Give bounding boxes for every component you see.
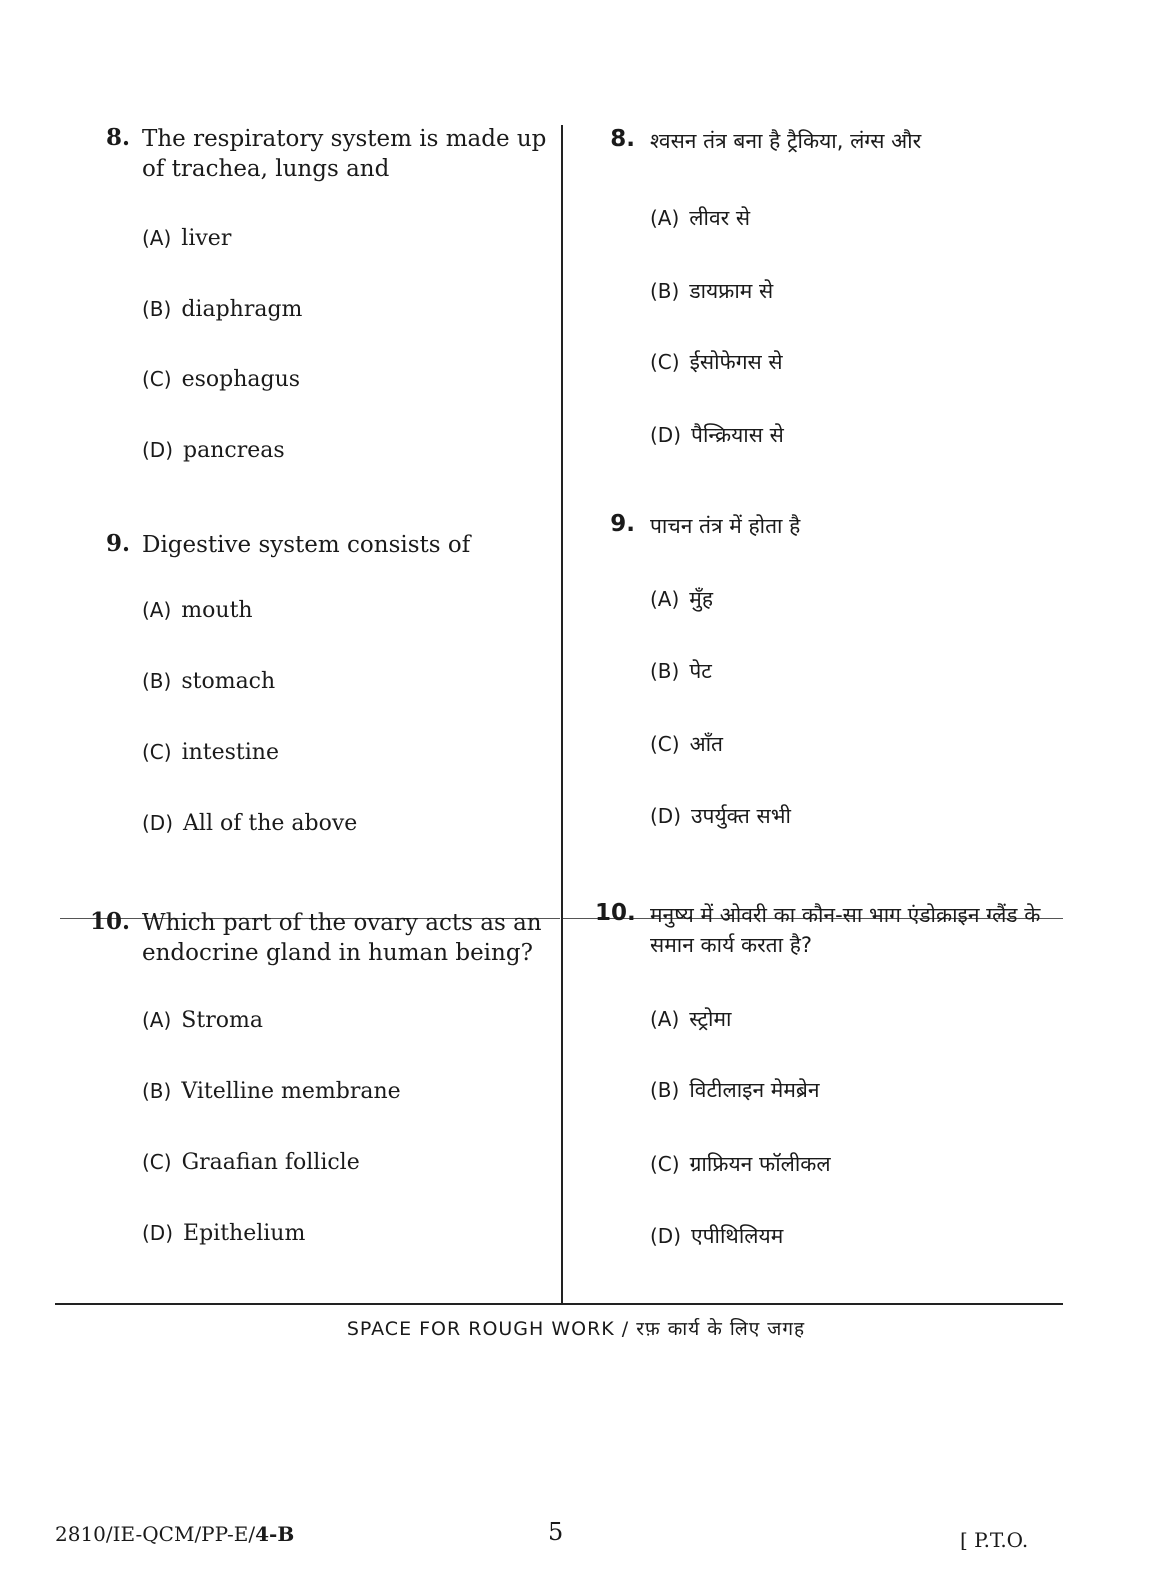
option-c bbox=[142, 1150, 360, 1175]
option-text: पेट bbox=[689, 659, 712, 683]
option-label: (C) bbox=[650, 350, 680, 374]
option-text: intestine bbox=[181, 740, 279, 765]
option-text: लीवर से bbox=[689, 206, 751, 230]
option-text: Stroma bbox=[181, 1008, 263, 1033]
rough-work-label: SPACE FOR ROUGH WORK / रफ़ कार्य के लिए जगह bbox=[346, 1318, 806, 1340]
option-text: स्ट्रोमा bbox=[689, 1007, 732, 1031]
paper-code bbox=[55, 1522, 294, 1546]
option-label: (B) bbox=[142, 1079, 172, 1103]
question-number: 9. bbox=[105, 530, 130, 557]
option-label: (A) bbox=[142, 226, 172, 250]
option-text: pancreas bbox=[183, 438, 285, 463]
question-text: The respiratory system is made up of trachea, lungs and bbox=[142, 126, 547, 182]
option-d bbox=[650, 802, 791, 830]
option-text: डायफ्राम से bbox=[689, 279, 774, 303]
option-c bbox=[650, 730, 723, 758]
option-text: ईसोफेगस से bbox=[689, 350, 783, 374]
option-d bbox=[650, 1222, 783, 1250]
question-number: 8. bbox=[610, 126, 635, 152]
option-d bbox=[142, 811, 357, 836]
option-text: आँत bbox=[689, 732, 724, 756]
question-number: 10. bbox=[595, 900, 636, 926]
option-text: Graafian follicle bbox=[181, 1150, 360, 1175]
option-b bbox=[650, 657, 712, 685]
question-number: 10. bbox=[89, 908, 130, 935]
paper-code-set: 4-B bbox=[255, 1522, 295, 1546]
option-text: पैन्क्रियास से bbox=[691, 423, 784, 447]
option-label: (D) bbox=[142, 1221, 174, 1245]
option-label: (A) bbox=[650, 1007, 680, 1031]
option-text: liver bbox=[181, 226, 232, 251]
option-label: (A) bbox=[650, 587, 680, 611]
option-label: (B) bbox=[650, 1078, 680, 1102]
option-label: (A) bbox=[142, 1008, 172, 1032]
question-number: 9. bbox=[610, 511, 635, 537]
question-text: श्वसन तंत्र बना है ट्रैकिया, लंग्स और bbox=[650, 129, 922, 153]
option-text: उपर्युक्त सभी bbox=[691, 804, 791, 828]
option-b bbox=[142, 669, 275, 694]
option-a bbox=[650, 204, 750, 232]
option-a bbox=[142, 226, 231, 251]
option-text: Epithelium bbox=[183, 1221, 306, 1246]
pto-label: [ P.T.O. bbox=[960, 1528, 1029, 1552]
option-label: (B) bbox=[142, 297, 172, 321]
option-c bbox=[142, 367, 300, 392]
bottom-rule bbox=[55, 1303, 1063, 1305]
option-text: मुँह bbox=[689, 587, 714, 611]
option-c bbox=[650, 348, 783, 376]
option-c bbox=[650, 1150, 831, 1178]
option-a bbox=[142, 598, 253, 623]
option-d bbox=[142, 1221, 305, 1246]
option-text: एपीथिलियम bbox=[691, 1224, 784, 1248]
option-label: (D) bbox=[142, 811, 174, 835]
question-text: Which part of the ovary acts as an endocrine gland in human being? bbox=[142, 910, 542, 966]
option-label: (D) bbox=[650, 423, 682, 447]
option-label: (C) bbox=[142, 740, 172, 764]
option-text: diaphragm bbox=[181, 297, 303, 322]
option-text: mouth bbox=[181, 598, 253, 623]
option-label: (C) bbox=[650, 1152, 680, 1176]
option-a bbox=[650, 1005, 732, 1033]
option-label: (C) bbox=[142, 1150, 172, 1174]
option-d bbox=[142, 438, 285, 463]
option-d bbox=[650, 421, 784, 449]
option-label: (B) bbox=[650, 659, 680, 683]
option-c bbox=[142, 740, 279, 765]
option-label: (A) bbox=[650, 206, 680, 230]
option-b bbox=[142, 1079, 401, 1104]
option-label: (B) bbox=[650, 279, 680, 303]
option-b bbox=[650, 277, 773, 305]
question-text: पाचन तंत्र में होता है bbox=[650, 514, 801, 538]
option-b bbox=[650, 1076, 820, 1104]
option-text: ग्राफ्रियन फॉलीकल bbox=[689, 1152, 831, 1176]
option-text: All of the above bbox=[183, 811, 358, 836]
option-label: (A) bbox=[142, 598, 172, 622]
option-label: (D) bbox=[650, 1224, 682, 1248]
question-text: मनुष्य में ओवरी का कौन-सा भाग एंडोक्राइन ग्लैंड के समान कार्य करता है? bbox=[650, 903, 1041, 957]
option-text: Vitelline membrane bbox=[181, 1079, 401, 1104]
option-a bbox=[142, 1008, 263, 1033]
option-label: (D) bbox=[142, 438, 174, 462]
question-text: Digestive system consists of bbox=[142, 532, 471, 558]
question-number: 8. bbox=[105, 124, 130, 151]
paper-code-prefix: 2810/IE-QCM/PP-E/ bbox=[55, 1522, 256, 1546]
option-text: stomach bbox=[181, 669, 276, 694]
option-label: (C) bbox=[142, 367, 172, 391]
option-text: विटीलाइन मेमब्रेन bbox=[689, 1078, 820, 1102]
option-label: (D) bbox=[650, 804, 682, 828]
option-text: esophagus bbox=[181, 367, 301, 392]
option-label: (B) bbox=[142, 669, 172, 693]
option-label: (C) bbox=[650, 732, 680, 756]
option-a bbox=[650, 585, 713, 613]
page-number: 5 bbox=[548, 1518, 564, 1546]
option-b bbox=[142, 297, 302, 322]
column-divider bbox=[561, 125, 563, 1305]
